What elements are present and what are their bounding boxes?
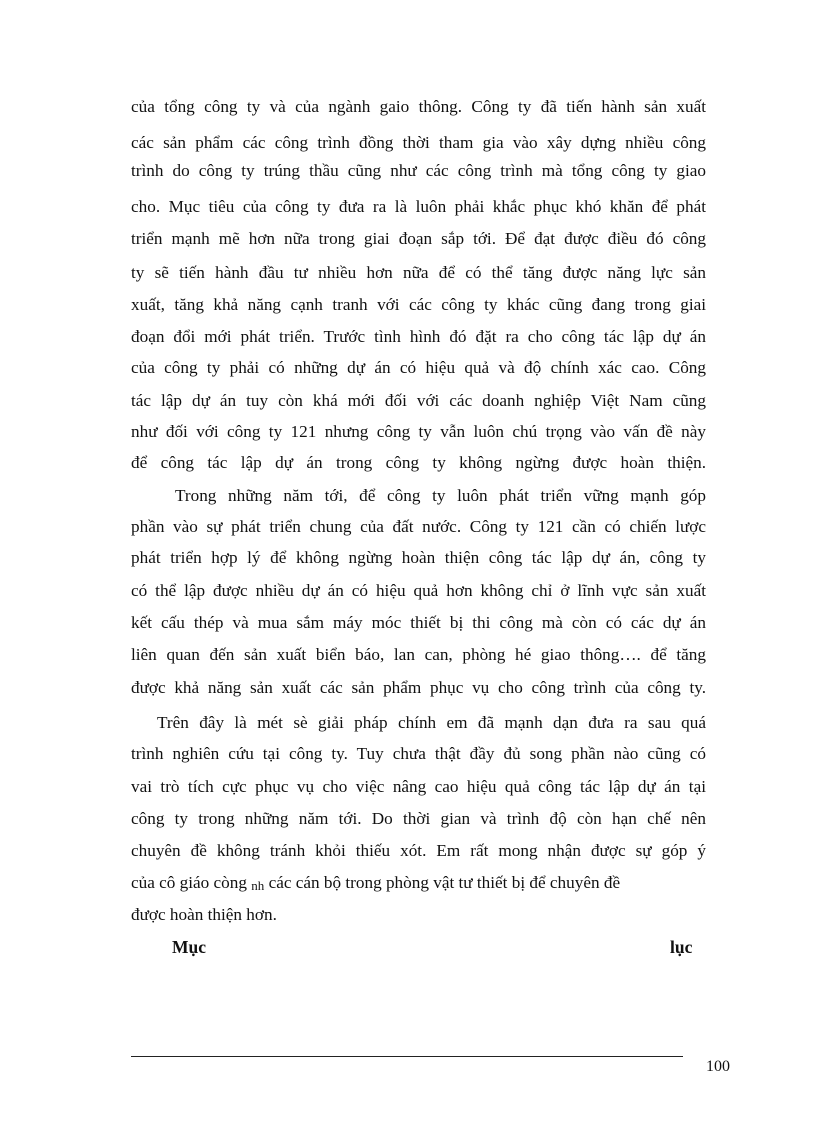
paragraph-1-line-10: tác lập dự án tuy còn khá mới đối với các doanh nghiệp Việt Nam cũng [131, 391, 706, 410]
paragraph-1-line-7: xuất, tăng khả năng cạnh tranh với các công ty khác cũng đang trong giai [131, 295, 706, 314]
paragraph-3-line-4: công ty trong những năm tới. Do thời gian và trình độ còn hạn chế nên [131, 809, 706, 828]
paragraph-3-line-6 [131, 872, 706, 897]
paragraph-2-line-7: được khả năng sản xuất các sản phẩm phục vụ cho công trình của công ty. [131, 678, 706, 697]
line-6-part-2: các cán bộ trong phòng vật tư thiết bị để chuyên đề [268, 873, 621, 892]
paragraph-2-line-3: phát triển hợp lý để không ngừng hoàn thiện công tác lập dự án, công ty [131, 548, 706, 567]
heading-luc: lục [670, 937, 693, 957]
line-6-part-1: của cô giáo còng [131, 873, 247, 892]
line-6-subscript: nh [251, 878, 265, 893]
paragraph-1-line-9: của công ty phải có những dự án có hiệu quả và độ chính xác cao. Công [131, 358, 706, 377]
paragraph-1-line-2: các sản phẩm các công trình đồng thời tham gia vào xây dựng nhiều công [131, 133, 706, 152]
paragraph-1-line-12: để công tác lập dự án trong công ty không ngừng được hoàn thiện. [131, 453, 706, 472]
paragraph-1-line-8: đoạn đổi mới phát triển. Trước tình hình đó đặt ra cho công tác lập dự án [131, 327, 706, 346]
paragraph-1-line-1: của tổng công ty và của ngành gaio thông. Công ty đã tiến hành sản xuất [131, 97, 706, 116]
paragraph-2-line-5: kết cấu thép và mua sắm máy móc thiết bị thi công mà còn có các dự án [131, 613, 706, 632]
paragraph-2-line-6: liên quan đến sản xuất biển báo, lan can, phòng hé giao thông…. để tăng [131, 645, 706, 664]
page-number: 100 [706, 1058, 730, 1075]
paragraph-3-line-2: trình nghiên cứu tại công ty. Tuy chưa thật đầy đủ song phần nào cũng có [131, 744, 706, 763]
paragraph-1-line-4: cho. Mục tiêu của công ty đưa ra là luôn phải khắc phục khó khăn để phát [131, 197, 706, 216]
paragraph-2-line-4: có thể lập được nhiều dự án có hiệu quả hơn không chỉ ở lĩnh vực sản xuất [131, 581, 706, 600]
heading-muc: Mục [172, 937, 207, 957]
paragraph-1-line-3: trình do công ty trúng thầu cũng như các công trình mà tổng công ty giao [131, 161, 706, 180]
paragraph-1-line-5: triển mạnh mẽ hơn nữa trong giai đoạn sắp tới. Để đạt được điều đó công [131, 229, 706, 248]
paragraph-2-line-2: phần vào sự phát triển chung của đất nước. Công ty 121 cần có chiến lược [131, 517, 706, 536]
paragraph-3-line-3: vai trò tích cực phục vụ cho việc nâng cao hiệu quả công tác lập dự án tại [131, 777, 706, 796]
paragraph-3-line-1: Trên đây là mét sè giải pháp chính em đã mạnh dạn đưa ra sau quá [157, 713, 706, 732]
paragraph-1-line-11: như đối với công ty 121 nhưng công ty vẫn luôn chú trọng vào vấn đề này [131, 422, 706, 441]
paragraph-3-line-7: được hoàn thiện hơn. [131, 905, 277, 924]
footer-divider [131, 1056, 683, 1057]
paragraph-3-line-5: chuyên đề không tránh khỏi thiếu xót. Em rất mong nhận được sự góp ý [131, 841, 706, 860]
paragraph-2-line-1: Trong những năm tới, để công ty luôn phát triển vững mạnh góp [175, 486, 706, 505]
paragraph-1-line-6: ty sẽ tiến hành đầu tư nhiều hơn nữa để có thể tăng được năng lực sản [131, 263, 706, 282]
